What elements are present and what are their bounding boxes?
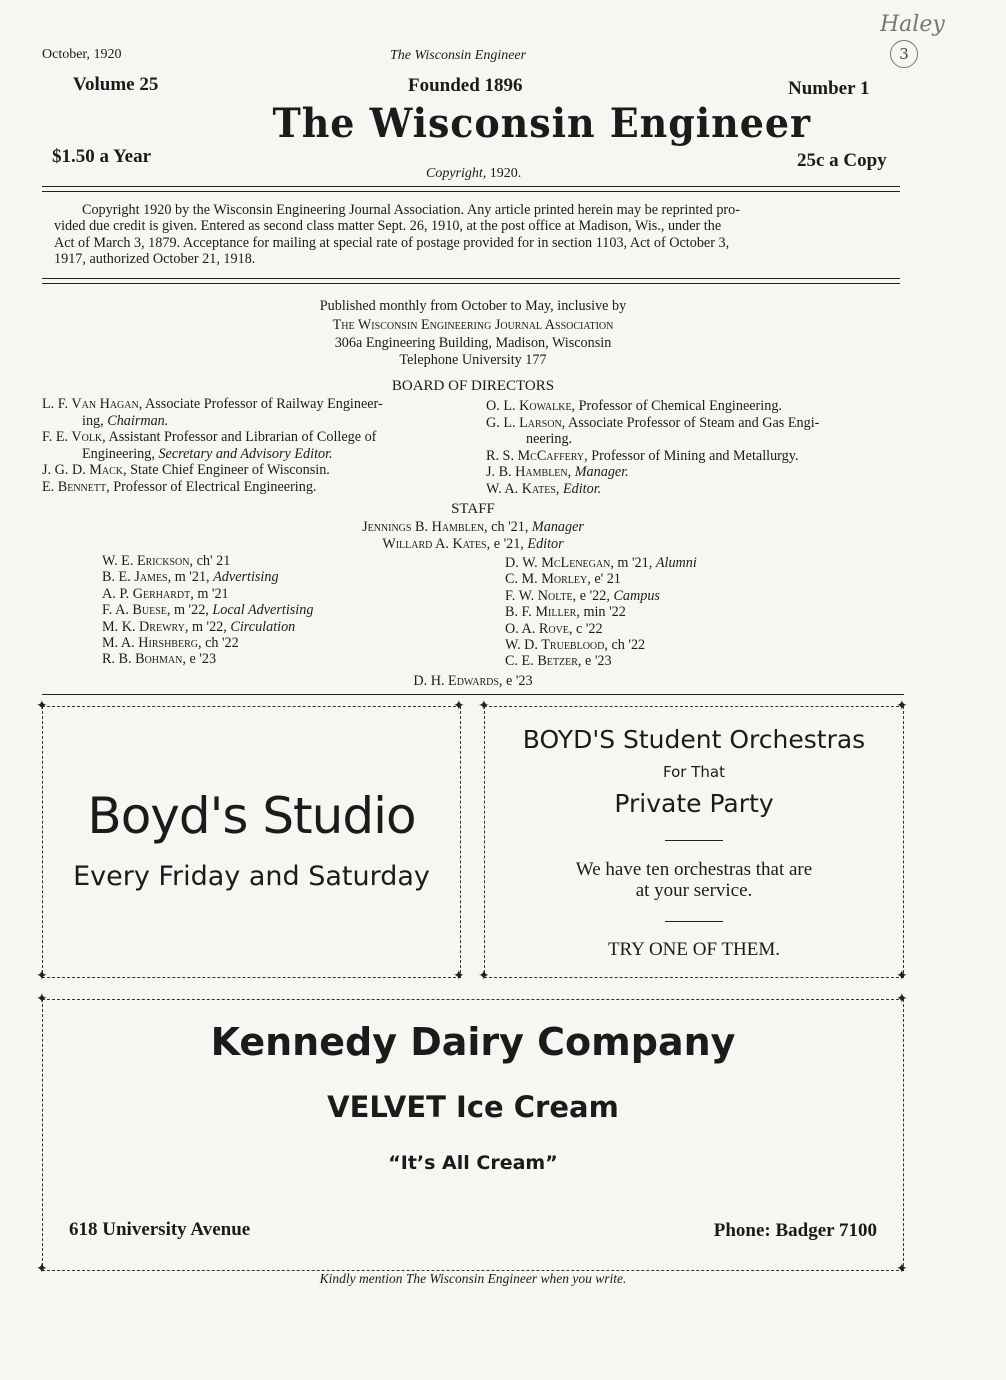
association-name: The Wisconsin Engineering Journal Association	[332, 317, 614, 333]
dairy-phone: Phone: Badger 7100	[713, 1220, 877, 1241]
issue-date: October, 1920	[42, 47, 122, 62]
notice-line: vided due credit is given. Entered as second class matter Sept. 26, 1910, at the post office at Madison, Wis., under the	[54, 218, 722, 235]
orchestra-for-that: For That	[663, 763, 725, 781]
director: neering.	[526, 431, 573, 447]
orchestra-line2: at your service.	[635, 880, 753, 901]
staff-member: M. A. Hirshberg, ch '22	[102, 635, 239, 652]
notice-line: Act of March 3, 1879. Acceptance for mailing at special rate of postage provided for in section 1103, Act of October 3,	[54, 234, 730, 251]
staff-member: C. E. Betzer, e '23	[505, 653, 612, 670]
director: J. G. D. Mack, State Chief Engineer of Wisconsin.	[42, 462, 330, 478]
ad-boyds-studio	[42, 706, 461, 978]
footer-note: Kindly mention The Wisconsin Engineer when you write.	[319, 1271, 627, 1286]
director: R. S. McCaffery, Professor of Mining and Metallurgy.	[486, 447, 799, 464]
ornament-icon: ✦	[36, 1262, 48, 1277]
director: O. L. Kowalke, Professor of Chemical Engineering.	[486, 398, 782, 414]
ornament-icon: ✦	[896, 699, 908, 714]
staff-member: C. M. Morley, e' 21	[505, 571, 621, 588]
ornament-icon: ✦	[453, 699, 465, 714]
published-line: Published monthly from October to May, inclusive by	[319, 298, 627, 314]
director: W. A. Kates, Editor.	[486, 480, 602, 497]
divider	[665, 840, 723, 841]
ornament-icon: ✦	[36, 992, 48, 1007]
price-per-copy: 25c a Copy	[797, 150, 887, 171]
notice-line: Copyright 1920 by the Wisconsin Engineering Journal Association. Any article printed herein may be reprinted pro-	[82, 202, 740, 218]
staff-member: B. E. James, m '21, Advertising	[102, 569, 279, 586]
director: G. L. Larson, Associate Professor of Steam and Gas Engi-	[486, 414, 820, 431]
ornament-icon: ✦	[36, 969, 48, 984]
ornament-icon: ✦	[896, 992, 908, 1007]
orchestra-private-party: Private Party	[614, 789, 774, 818]
staff-last: D. H. Edwards, e '23	[413, 673, 533, 689]
dairy-address: 618 University Avenue	[69, 1219, 251, 1240]
director: L. F. Van Hagan, Associate Professor of Railway Engineer-	[42, 396, 383, 412]
notice-line: 1917, authorized October 21, 1918.	[54, 250, 256, 267]
orchestra-try: TRY ONE OF THEM.	[607, 939, 781, 960]
staff-editor: Willard A. Kates, e '21, Editor	[382, 536, 564, 552]
orchestra-title: BOYD'S Student Orchestras	[522, 725, 866, 754]
ornament-icon: ✦	[478, 699, 490, 714]
issue-number: Number 1	[788, 78, 870, 99]
staff-member: B. F. Miller, min '22	[505, 604, 626, 621]
staff-member: F. A. Buese, m '22, Local Advertising	[102, 602, 314, 619]
founded: Founded 1896	[408, 75, 523, 96]
director: ing, Chairman.	[82, 412, 169, 429]
board-left-column	[42, 396, 383, 495]
dairy-slogan: “It’s All Cream”	[388, 1152, 558, 1174]
ornament-icon: ✦	[896, 969, 908, 984]
director: Engineering, Secretary and Advisory Editor.	[82, 445, 333, 462]
association-address: 306a Engineering Building, Madison, Wisconsin	[334, 335, 612, 351]
director: E. Bennett, Professor of Electrical Engineering.	[42, 478, 317, 495]
staff-manager: Jennings B. Hamblen, ch '21, Manager	[362, 519, 584, 535]
handwritten-mark: Haley 3	[872, 12, 962, 70]
ornament-icon: ✦	[478, 969, 490, 984]
ornament-icon: ✦	[896, 1262, 908, 1277]
volume: Volume 25	[73, 74, 159, 95]
studio-title: Boyd's Studio	[87, 787, 416, 845]
dairy-product: VELVET Ice Cream	[327, 1090, 619, 1124]
dairy-title: Kennedy Dairy Company	[210, 1020, 736, 1064]
masthead-title: The Wisconsin Engineer	[272, 100, 811, 147]
studio-subtitle: Every Friday and Saturday	[73, 861, 430, 892]
copyright-notice	[54, 202, 900, 267]
board-right-column	[486, 398, 819, 497]
ad-kennedy-dairy	[42, 999, 904, 1271]
staff-member: D. W. McLenegan, m '21, Alumni	[505, 555, 697, 571]
staff-right-column	[505, 555, 697, 670]
staff-member: W. E. Erickson, ch' 21	[102, 553, 231, 569]
ornament-icon: ✦	[453, 969, 465, 984]
ad-boyds-orchestras	[484, 706, 904, 978]
staff-member: W. D. Trueblood, ch '22	[505, 637, 646, 654]
staff-member: M. K. Drewry, m '22, Circulation	[102, 618, 296, 635]
copyright-line: Copyright, 1920.	[426, 166, 522, 181]
orchestra-line1: We have ten orchestras that are	[575, 859, 813, 880]
staff-left-column	[102, 553, 313, 668]
staff-member: R. B. Bohman, e '23	[102, 651, 217, 668]
staff-member: O. A. Rove, c '22	[505, 620, 603, 637]
board-heading: BOARD OF DIRECTORS	[391, 378, 555, 394]
running-title: The Wisconsin Engineer	[390, 48, 527, 63]
director: F. E. Volk, Assistant Professor and Librarian of College of	[42, 429, 377, 445]
ornament-icon: ✦	[36, 699, 48, 714]
staff-member: A. P. Gerhardt, m '21	[102, 585, 229, 602]
page-number-circle: 3	[890, 40, 918, 68]
director: J. B. Hamblen, Manager.	[486, 464, 629, 480]
price-per-year: $1.50 a Year	[52, 146, 152, 167]
staff-heading: STAFF	[451, 501, 495, 517]
divider	[665, 921, 723, 922]
staff-member: F. W. Nolte, e '22, Campus	[505, 587, 660, 604]
telephone: Telephone University 177	[399, 352, 547, 368]
